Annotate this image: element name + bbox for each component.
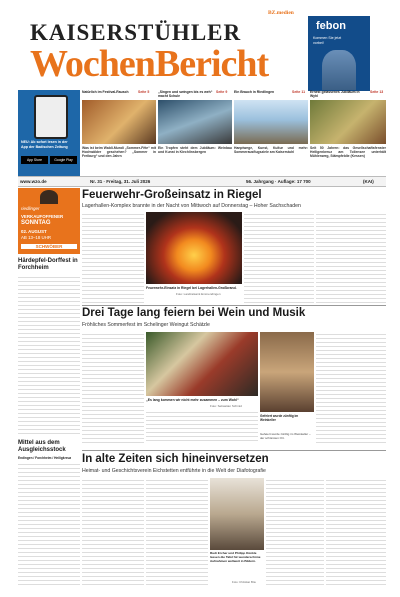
wein-credit: Foto: Sebastian Schmid <box>210 404 242 408</box>
mittel-sub: Endingen / Forchheim / Heiligkreuz <box>18 456 72 460</box>
teaser-row <box>82 90 386 176</box>
teaser-4[interactable] <box>310 90 386 176</box>
fire-caption: Feuerwehr-Einsatz in Riegel bei Lagerhallen-Großbrand. <box>146 286 237 290</box>
info-kai: (KAI) <box>363 179 374 184</box>
divider-2 <box>82 450 386 451</box>
fire-body-right2 <box>316 212 386 304</box>
teaser-2[interactable] <box>158 90 232 176</box>
teaser-1-photo <box>82 100 156 144</box>
wein-body-right <box>316 332 386 444</box>
alte-body-2 <box>146 478 208 588</box>
teaser-2-title: „Singen und swingen bis es weh“ macht Schule <box>158 90 213 98</box>
alte-body-3 <box>266 478 324 588</box>
phone-image <box>34 95 68 139</box>
info-issue: Nr. 31 · Freitag, 31. Juli 2026 <box>90 179 151 184</box>
teaser-3-title: Ein Brauch in Riedlingen <box>234 90 275 94</box>
wein-caption: „Es lang kommen wir nicht mehr zusammen – zum Wohl“ <box>146 398 239 402</box>
fire-credit: Foto: Landratsamt Emmendingen <box>176 292 221 296</box>
brand-kaiserstuehler: KAISERSTÜHLER <box>30 20 242 45</box>
teaser-3-photo <box>234 100 308 144</box>
fire-body-left <box>82 212 144 304</box>
app-promo-text1: NEU: Ab sofort lesen in der <box>21 140 68 144</box>
mittel-title: Mittel aus dem Ausgleichsstock <box>18 440 66 453</box>
haerdepfel-title: Härdepfel-Dorffest in Forchheim <box>18 258 78 271</box>
alte-photo <box>210 478 264 550</box>
febon-person-image <box>322 50 356 90</box>
wein-photo <box>146 332 258 396</box>
left-ad-line5: AB 13–18 UHR <box>21 235 52 240</box>
info-bar <box>18 176 386 187</box>
left-ad-brand: SCHWÖBER <box>21 244 77 249</box>
app-promo-text2: App der Badischen Zeitung <box>21 145 68 149</box>
left-ad-line2: VERKAUFOFFENER <box>21 214 64 219</box>
left-ad-line1: riedlinger <box>21 206 40 211</box>
info-year: 56. Jahrgang · Auflage: 17 700 <box>246 179 311 184</box>
teaser-3-page: Seite 11 <box>292 90 306 94</box>
left-ad-line3: SONNTAG <box>21 220 51 226</box>
fire-title: Feuerwehr-Großeinsatz in Riegel <box>82 189 262 201</box>
teaser-2-sub: Ein Tropfen steht dem Jubiläum: Weinbau und Kunst in Kiechlinsbergen <box>158 146 232 155</box>
teaser-2-photo <box>158 100 232 144</box>
app-store-badge[interactable]: App Store <box>21 156 48 164</box>
teaser-3[interactable] <box>234 90 308 176</box>
left-ad[interactable] <box>18 188 80 254</box>
brand-wochenbericht: WochenBericht <box>30 43 269 85</box>
teaser-4-page: Seite 13 <box>370 90 384 94</box>
haerdepfel-body <box>18 275 80 435</box>
teaser-1-page: Seite 5 <box>138 90 150 94</box>
alte-body-4 <box>326 478 386 588</box>
teaser-1-title: Natürlich im Festival-Rausch <box>82 90 129 94</box>
wein-caption-3: Gefeiert wurde zünftig im Weinkeller – der schönsten Ort. <box>260 432 311 440</box>
febon-line1: Kommen Sie jetzt <box>313 36 342 40</box>
alte-caption: Rudi Ercher und Philipp Künkle lassen die Tafel für wunderschöne Aufnahmen weltweit in Bildern. <box>210 551 261 563</box>
teaser-4-title: Ernest gelassenes Jubiläum in Wyhl <box>310 90 360 98</box>
app-promo[interactable] <box>18 90 80 176</box>
mittel-body <box>18 462 80 587</box>
teaser-4-photo <box>310 100 386 144</box>
febon-logo: febon <box>316 20 346 32</box>
alte-credit: Foto: Christian Brie <box>232 580 256 584</box>
teaser-1[interactable] <box>82 90 156 176</box>
teaser-2-page: Seite 9 <box>216 90 228 94</box>
wein-subtitle: Fröhliches Sommerfest im Schelinger Weingut Schätzle <box>82 322 210 328</box>
febon-ad[interactable] <box>308 16 370 91</box>
febon-line2: vorbei! <box>313 41 324 45</box>
wein-caption-2: Gefeiert wurde zünftig im Weinkeller <box>260 414 299 422</box>
info-website[interactable]: www.wzo.de <box>20 179 47 184</box>
brand-tag: BZ.medien <box>268 10 294 16</box>
fire-photo <box>146 212 242 284</box>
masthead <box>0 0 400 88</box>
teaser-1-sub: Was ist beim Waldi-Mundi „Sommer-Fête“ mit Hochwälder geschehen? „Sommer in Freiburg“ und den Jahrn <box>82 146 156 159</box>
wein-title: Drei Tage lang feiern bei Wein und Musik <box>82 307 306 319</box>
fire-subtitle: Lagerhallen-Komplex brannte in der Nacht von Mittwoch auf Donnerstag – Hoher Sachschaden <box>82 203 301 209</box>
fire-body-right1 <box>244 212 314 304</box>
wein-body-mid <box>146 410 258 444</box>
wein-body-left <box>82 332 144 444</box>
alte-body-1 <box>82 478 144 588</box>
google-play-badge[interactable]: Google Play <box>50 156 77 164</box>
left-ad-line4: 02. AUGUST <box>21 229 47 234</box>
teaser-3-sub: Hanptwege, Kunst, Kultur und mehr: Sommerausflugsziele am Kaiserstuhl <box>234 146 308 155</box>
divider-1 <box>82 305 386 306</box>
alte-title: In alte Zeiten sich hineinversetzen <box>82 453 269 465</box>
alte-subtitle: Heimat- und Geschichtsverein Eichstetten entführte in die Welt der Diafotografie <box>82 468 266 474</box>
left-ad-person <box>40 190 58 204</box>
teaser-4-sub: Seit 50 Jahren: das Gesellschaftsfenster Heiligenkreuz am Tollensee unterhält Mühlenweg, Stämpfeldie (Kessen) <box>310 146 386 159</box>
wein-photo-2 <box>260 332 314 412</box>
